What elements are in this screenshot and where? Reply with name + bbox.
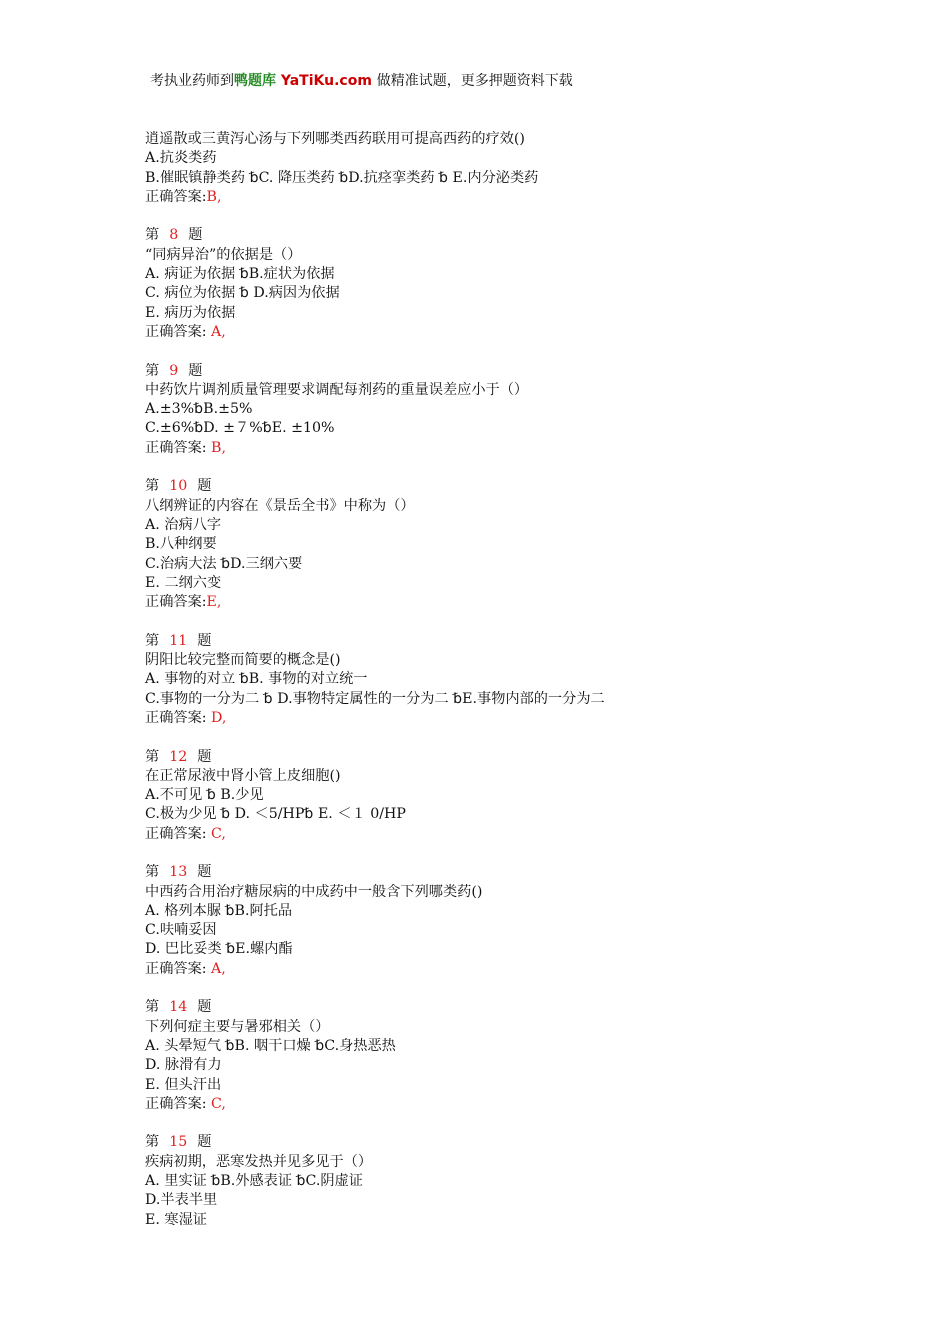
answer-line	[145, 439, 905, 458]
question-stem: 八纲辨证的内容在《景岳全书》中称为（）	[145, 497, 415, 514]
answer-label: 正确答案:	[145, 1095, 207, 1112]
answer-line	[145, 1095, 905, 1114]
answer-value: C,	[206, 1095, 226, 1112]
page-header	[150, 70, 573, 90]
option-line: A. 格列本脲 ␢B.阿托品	[145, 902, 293, 919]
header-suffix: 做精准试题，更多押题资料下载	[376, 73, 573, 89]
question-stem: 疾病初期，恶寒发热并见多见于（）	[145, 1153, 373, 1170]
answer-label: 正确答案:	[145, 323, 212, 340]
option-line: E. 但头汗出	[145, 1076, 222, 1093]
question-stem: “同病异治”的依据是（）	[145, 246, 302, 263]
question-number: 13	[169, 864, 188, 881]
option-line: A. 里实证 ␢B.外感表证 ␢C.阴虚证	[145, 1173, 363, 1190]
option-line: A. 事物的对立 ␢B. 事物的对立统一	[145, 671, 368, 688]
option-line: D.半表半里	[145, 1192, 218, 1209]
option-line: A. 头晕短气 ␢B. 咽干口燥 ␢C.身热恶热	[145, 1037, 396, 1054]
question-number: 9	[169, 362, 179, 379]
option-line: C. 病位为依据 ␢ D.病因为依据	[145, 285, 340, 302]
option-line: A. 治病八字	[145, 516, 222, 533]
question-block	[145, 226, 905, 342]
question-header: 第 8 题	[145, 227, 203, 244]
option-line: C.极为少见 ␢ D. ＜5/HP␢ E. ＜１ 0/HP	[145, 806, 406, 823]
answer-label: 正确答案:	[145, 188, 207, 205]
answer-label: 正确答案:	[145, 825, 212, 842]
question-list	[145, 130, 905, 1230]
answer-label: 正确答案:	[145, 709, 212, 726]
question-stem: 逍遥散或三黄泻心汤与下列哪类西药联用可提高西药的疗效()	[145, 131, 525, 147]
option-line: D. 脉滑有力	[145, 1057, 222, 1074]
question-header: 第 12 题	[145, 748, 212, 765]
option-line: A.不可见 ␢ B.少见	[145, 787, 264, 804]
question-number: 8	[169, 227, 179, 244]
option-line: C.呋喃妥因	[145, 922, 217, 939]
answer-value: A,	[211, 960, 226, 977]
answer-value: E,	[206, 594, 222, 611]
question-stem: 下列何症主要与暑邪相关（）	[145, 1018, 330, 1035]
answer-value: B,	[211, 439, 226, 456]
option-line: E. 寒湿证	[145, 1211, 207, 1228]
answer-label: 正确答案:	[145, 594, 207, 611]
option-line: A.±3%␢B.±5%	[145, 401, 253, 418]
header-site: YaTiKu.com	[276, 73, 377, 89]
question-block	[145, 748, 905, 844]
answer-label: 正确答案:	[145, 960, 212, 977]
question-header: 第 11 题	[145, 632, 212, 649]
question-block	[145, 998, 905, 1114]
answer-line	[145, 825, 905, 844]
question-block	[145, 130, 905, 207]
answer-line	[145, 960, 905, 979]
question-stem: 阴阳比较完整而简要的概念是()	[145, 652, 341, 669]
question-stem: 在正常尿液中肾小管上皮细胞()	[145, 767, 341, 784]
answer-value: A,	[211, 323, 226, 340]
question-block	[145, 632, 905, 728]
question-block	[145, 477, 905, 612]
option-line: B.催眠镇静类药 ␢C. 降压类药 ␢D.抗痉挛类药 ␢ E.内分泌类药	[145, 169, 539, 186]
answer-value: B,	[206, 188, 222, 205]
option-line: A.抗炎类药	[145, 150, 217, 167]
question-header: 第 15 题	[145, 1134, 212, 1151]
header-brand: 鸭题库	[234, 73, 276, 89]
answer-label: 正确答案:	[145, 439, 212, 456]
question-number: 10	[169, 478, 188, 495]
question-number: 14	[169, 999, 188, 1016]
answer-line	[145, 188, 905, 207]
question-block	[145, 1133, 905, 1229]
option-line: C.±6%␢D. ±７%␢E. ±10%	[145, 420, 335, 437]
question-number: 11	[169, 632, 188, 649]
answer-value: C,	[211, 825, 226, 842]
option-line: B.八种纲要	[145, 536, 217, 553]
question-number: 15	[169, 1134, 188, 1151]
option-line: C.治病大法 ␢D.三纲六要	[145, 555, 303, 572]
question-block	[145, 362, 905, 458]
question-header: 第 10 题	[145, 478, 212, 495]
question-header: 第 13 题	[145, 864, 212, 881]
answer-line	[145, 323, 905, 342]
header-prefix: 考执业药师到	[150, 73, 234, 89]
option-line: C.事物的一分为二 ␢ D.事物特定属性的一分为二 ␢E.事物内部的一分为二	[145, 690, 605, 707]
option-line: A. 病证为依据 ␢B.症状为依据	[145, 266, 335, 283]
answer-value: D,	[211, 709, 227, 726]
question-stem: 中西药合用治疗糖尿病的中成药中一般含下列哪类药()	[145, 883, 483, 900]
option-line: D. 巴比妥类 ␢E.螺内酯	[145, 941, 293, 958]
question-stem: 中药饮片调剂质量管理要求调配每剂药的重量误差应小于（）	[145, 381, 529, 398]
answer-line	[145, 709, 905, 728]
question-header: 第 14 题	[145, 999, 212, 1016]
question-header: 第 9 题	[145, 362, 203, 379]
option-line: E. 病历为依据	[145, 304, 236, 321]
answer-line	[145, 593, 905, 612]
option-line: E. 二纲六变	[145, 574, 222, 591]
question-block	[145, 863, 905, 979]
question-number: 12	[169, 748, 188, 765]
